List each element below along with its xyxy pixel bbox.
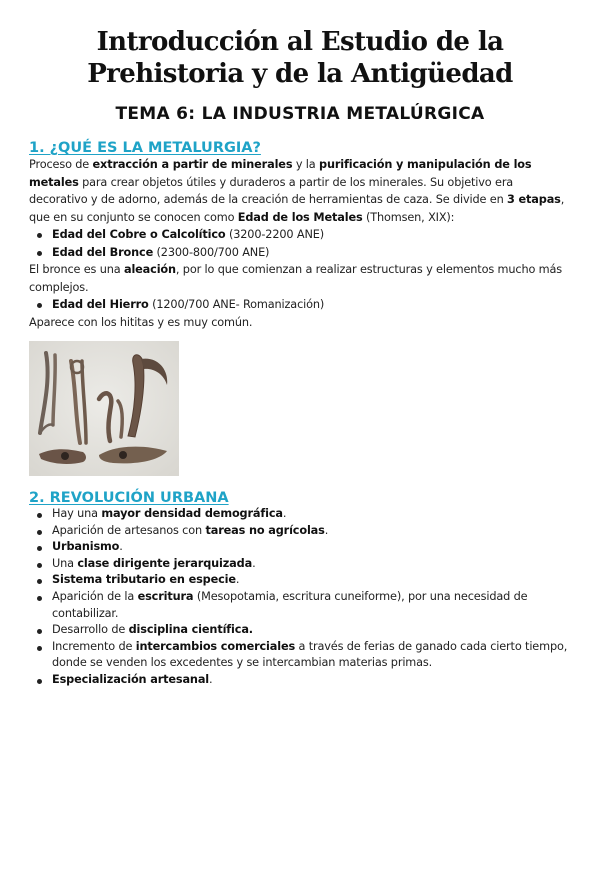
- iron-tools-photo: [29, 341, 179, 476]
- age-dates: (1200/700 ANE- Romanización): [148, 298, 325, 311]
- document-title: Introducción al Estudio de la Prehistoria y de la Antigüedad: [87, 27, 513, 89]
- intro-paragraph: [29, 156, 571, 226]
- age-dates: (2300-800/700 ANE): [153, 245, 270, 259]
- hittites-paragraph: Aparece con los hititas y es muy común.: [29, 315, 253, 329]
- topic-title: TEMA 6: LA INDUSTRIA METALÚRGICA: [115, 104, 485, 124]
- bronze-bold-alloy: aleación: [123, 263, 176, 276]
- bronze-text-2: , por lo que comienzan a realizar estructuras y elementos mucho más complejos.: [29, 263, 563, 294]
- intro-text-5: (Thomsen, XIX):: [362, 210, 455, 224]
- list-item: Aparición de artesanos con tareas no agrícolas.: [29, 523, 571, 540]
- document-page: [0, 26, 600, 874]
- intro-bold-extraction: extracción a partir de minerales: [92, 158, 293, 171]
- list-item: Aparición de la escritura (Mesopotamia, escritura cuneiforme), por una necesidad de contabilizar.: [29, 589, 571, 622]
- section-heading-revolucion-urbana: 2. REVOLUCIÓN URBANA: [29, 490, 229, 506]
- iron-list: [29, 296, 571, 314]
- list-item: Una clase dirigente jerarquizada.: [29, 556, 571, 573]
- bronze-text-1: El bronce es una: [29, 263, 124, 276]
- intro-bold-purification: purificación y manipulación de los metales: [29, 158, 532, 189]
- age-name: Edad del Bronce: [52, 245, 154, 259]
- section-heading-metalurgia: 1. ¿QUÉ ES LA METALURGIA?: [29, 140, 261, 156]
- list-item: Desarrollo de disciplina científica.: [29, 622, 571, 639]
- list-item: Especialización artesanal.: [29, 672, 571, 689]
- age-dates: (3200-2200 ANE): [225, 228, 325, 241]
- intro-text-1: Proceso de: [29, 158, 93, 171]
- list-item-iron-age: [29, 296, 571, 314]
- intro-text-2: y la: [292, 158, 320, 171]
- list-item-copper-age: [29, 226, 571, 244]
- list-item: Incremento de intercambios comerciales a través de ferias de ganado cada cierto tiempo, donde se venden los excedentes y se intercambian materias primas.: [29, 639, 571, 672]
- list-item: Sistema tributario en especie.: [29, 572, 571, 589]
- ages-list: [29, 226, 571, 261]
- bronze-paragraph: [29, 261, 571, 296]
- list-item-bronze-age: [29, 244, 571, 262]
- intro-text-3: para crear objetos útiles y duraderos a partir de los minerales. Su objetivo era decorativo y de adorno, además de la creación de herramientas de caza. Se divide en: [29, 175, 514, 206]
- age-name: Edad del Cobre o Calcolítico: [52, 228, 226, 241]
- intro-bold-stages: 3 etapas: [507, 193, 561, 206]
- age-name: Edad del Hierro: [52, 298, 149, 311]
- intro-bold-metal-age: Edad de los Metales: [237, 210, 363, 224]
- urban-revolution-list: [29, 506, 571, 689]
- intro-text-4: , que en su conjunto se conocen como: [29, 193, 565, 224]
- list-item: Urbanismo.: [29, 539, 571, 556]
- list-item: Hay una mayor densidad demográfica.: [29, 506, 571, 523]
